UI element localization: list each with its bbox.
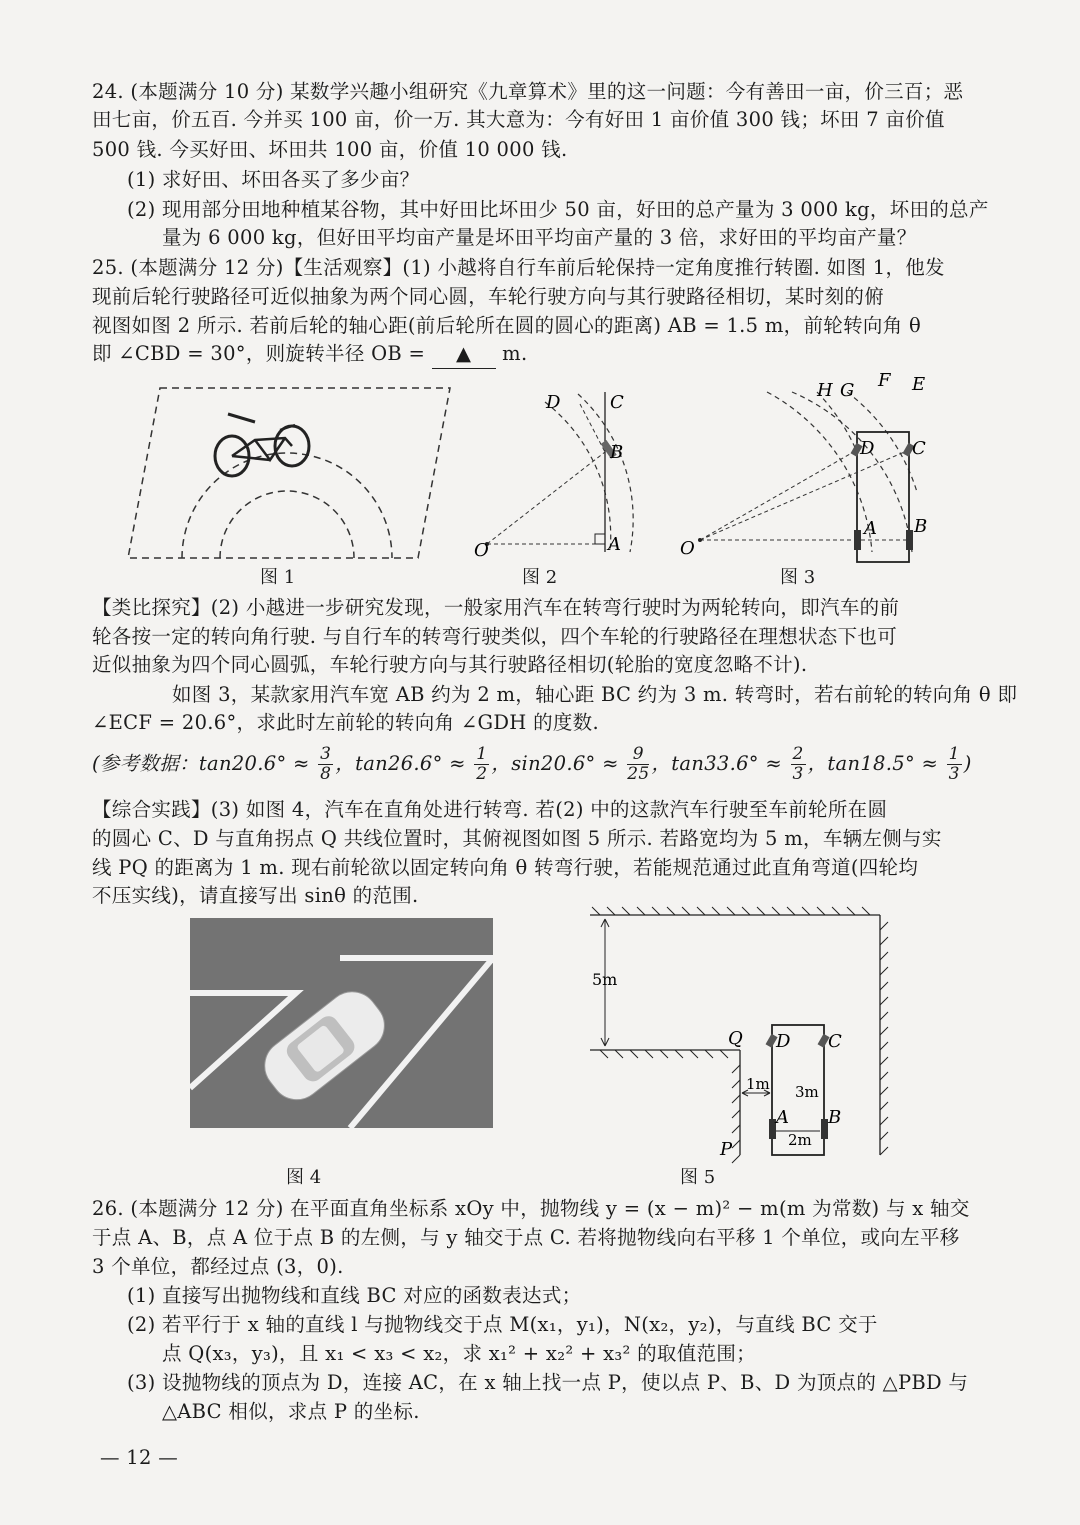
fig2-label-O: O [474,540,489,561]
fig5-label-B: B [828,1107,842,1128]
fig4-caption: 图 4 [286,1167,322,1188]
reference-data [92,742,972,786]
fig3-arc-4 [817,392,857,452]
q25-s3-line-1: 【综合实践】(3) 如图 4，汽车在直角处进行转弯. 若(2) 中的这款汽车行驶至车前轮所在圆 [92,798,888,821]
fig2-label-D: D [546,392,561,413]
q24-part-2b: 量为 6 000 kg，但好田平均亩产量是坏田平均亩产量的 3 倍，求好田的平均亩产量？ [162,226,917,249]
frac-den: 8 [320,764,332,784]
q25-s2-line-4: 如图 3，某款家用汽车宽 AB 约为 2 m，轴心距 BC 约为 3 m. 转弯时，若右前轮的转向角 θ 即 [172,683,1018,706]
ref-tan185: ，tan18.5° ≈ [807,752,945,775]
fig3-label-A: A [864,518,877,539]
fig2-mid-arc [545,402,611,552]
q25-s3-line-2: 的圆心 C、D 与直角拐点 Q 共线位置时，其俯视图如图 5 所示. 若路宽均为 5 m，车辆左侧与实 [92,827,942,850]
fig2-label-B: B [610,442,624,463]
frac-num: 2 [792,744,804,764]
fig3-point-O [698,538,702,542]
fig3-label-D: D [860,438,875,459]
q25-line-2: 现前后轮行驶路径可近似抽象为两个同心圆，车轮行驶方向与其行驶路径相切，某时刻的俯 [92,285,885,308]
fig2-label-A: A [608,534,621,555]
unit-m: m. [495,342,528,365]
fig2-OB [487,452,605,544]
frac-den: 3 [792,764,804,784]
frac-1-3 [947,745,962,784]
fig5-label-A: A [776,1107,789,1128]
figure-4-photo [190,918,493,1128]
q24-line-3: 500 钱. 今买好田、坏田共 100 亩，价值 10 000 钱. [92,138,568,161]
fig1-plane [128,388,450,558]
ref-tan206: (参考数据：tan20.6° ≈ [92,752,317,775]
fig3-arc-1 [792,392,912,552]
fig3-label-E: E [912,374,926,395]
q26-part-3b: △ABC 相似，求点 P 的坐标. [162,1400,420,1423]
fig3-label-B: B [914,516,928,537]
q25-s3-line-4: 不压实线)，请直接写出 sinθ 的范围. [92,884,419,907]
ref-sin206: ，sin20.6° ≈ [491,752,626,775]
fig2-caption: 图 2 [522,567,558,588]
fig3-wheel-A [854,530,861,550]
q24-part-1: (1) 求好田、坏田各买了多少亩？ [127,168,420,191]
answer-triangle: ▲ [456,342,472,365]
label-2m: 2m [788,1131,812,1149]
page-number: — 12 — [100,1446,179,1469]
frac-den: 3 [948,764,960,784]
car-photo-drawing [190,918,493,1128]
q25-line-1: 25. (本题满分 12 分)【生活观察】(1) 小越将自行车前后轮保持一定角度推行转圈. 如图 1，他发 [92,256,945,279]
fig3-caption: 图 3 [780,567,816,588]
figure-2 [470,382,650,562]
frac-den: 25 [627,764,650,784]
bicycle-icon [215,414,309,476]
q25-line-4-text: 即 ∠CBD = 30°，则旋转半径 OB = [92,342,432,365]
q24-line-1: 24. (本题满分 10 分) 某数学兴趣小组研究《九章算术》里的这一问题：今有善田一亩，价三百；恶 [92,80,964,103]
q25-line-4 [92,340,527,369]
fig3-label-G: G [840,380,855,401]
frac-den: 2 [476,764,488,784]
fig2-right-angle [595,534,605,544]
ref-close: ) [963,752,972,775]
fig3-wheel-B [906,530,913,550]
label-5m: 5m [592,970,618,989]
q26-part-2a: (2) 若平行于 x 轴的直线 l 与抛物线交于点 M(x₁，y₁)，N(x₂，y₂)，与直线 BC 交于 [127,1313,878,1336]
figure-3 [672,372,952,567]
q25-s2-line-1: 【类比探究】(2) 小越进一步研究发现，一般家用汽车在转弯行驶时为两轮转向，即汽车的前 [92,596,900,619]
fig3-label-H: H [817,380,833,401]
q24-part-2a: (2) 现用部分田地种植某谷物，其中好田比坏田少 50 亩，好田的总产量为 3 000 kg，坏田的总产 [127,198,989,221]
q25-line-3: 视图如图 2 所示. 若前后轮的轴心距(前后轮所在圆的圆心的距离) AB = 1.5 m，前轮转向角 θ [92,314,922,337]
fig1-outer-path [182,453,392,558]
answer-blank [432,340,496,369]
fig3-OD [700,450,857,540]
fig5-caption: 图 5 [680,1167,716,1188]
fig2-label-C: C [610,392,624,413]
q26-part-3a: (3) 设抛物线的顶点为 D，连接 AC，在 x 轴上找一点 P，使以点 P、B、D 为顶点的 △PBD 与 [127,1371,969,1394]
fig3-OC [700,450,909,540]
figure-1 [120,380,460,570]
q26-part-2b: 点 Q(x₃，y₃)，且 x₁ < x₃ < x₂，求 x₁² + x₂² + x₃² 的取值范围； [162,1342,756,1365]
fig3-label-O: O [680,538,695,559]
ref-tan266: ，tan26.6° ≈ [335,752,473,775]
fig5-wheel-B [821,1119,828,1139]
frac-num: 3 [320,744,332,764]
fig1-inner-path [220,491,354,558]
q26-line-3: 3 个单位，都经过点 (3，0). [92,1255,344,1278]
fig5-label-D: D [776,1031,791,1052]
label-3m: 3m [795,1083,819,1101]
ref-tan336: ，tan33.6° ≈ [651,752,789,775]
label-1m: 1m [746,1075,770,1093]
fig3-label-F: F [878,372,891,391]
fig5-label-C: C [828,1031,842,1052]
figure-5 [570,905,900,1165]
frac-num: 1 [476,744,488,764]
q26-line-2: 于点 A、B，点 A 位于点 B 的左侧，与 y 轴交于点 C. 若将抛物线向右平移 1 个单位，或向左平移 [92,1226,960,1249]
frac-1-2 [474,745,489,784]
fig1-caption: 图 1 [260,567,296,588]
q24-line-2: 田七亩，价五百. 今并买 100 亩，价一万. 其大意为：今有好田 1 亩价值 300 钱；坏田 7 亩价值 [92,108,945,131]
frac-2-3 [791,745,806,784]
q25-s2-line-3: 近似抽象为四个同心圆弧，车轮行驶方向与其行驶路径相切(轮胎的宽度忽略不计). [92,653,808,676]
q25-s2-line-2: 轮各按一定的转向角行驶. 与自行车的转弯行驶类似，四个车轮的行驶路径在理想状态下也可 [92,625,897,648]
fig5-label-Q: Q [728,1028,743,1049]
q25-s2-line-5: ∠ECF = 20.6°，求此时左前轮的转向角 ∠GDH 的度数. [92,711,599,734]
frac-9-25 [627,745,649,784]
frac-num: 9 [627,745,649,765]
frac-num: 1 [948,744,960,764]
q26-part-1: (1) 直接写出抛物线和直线 BC 对应的函数表达式； [127,1284,582,1307]
fig5-wheel-A [769,1119,776,1139]
q25-s3-line-3: 线 PQ 的距离为 1 m. 现右前轮欲以固定转向角 θ 转弯行驶，若能规范通过此直角弯道(四轮均 [92,856,919,879]
q26-line-1: 26. (本题满分 12 分) 在平面直角坐标系 xOy 中，抛物线 y = (x − m)² − m(m 为常数) 与 x 轴交 [92,1197,970,1220]
frac-3-8 [318,745,333,784]
fig3-label-C: C [912,438,926,459]
fig5-label-P: P [720,1139,733,1160]
